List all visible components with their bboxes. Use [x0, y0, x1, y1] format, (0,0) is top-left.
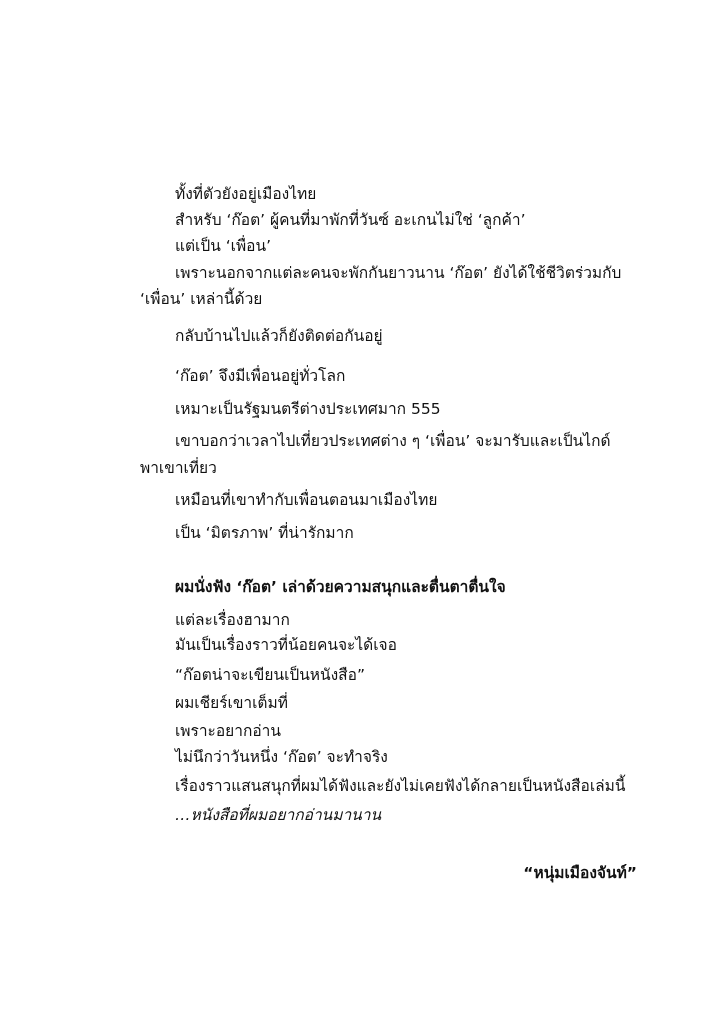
text-line: แต่ละเรื่องฮามาก — [175, 611, 290, 629]
text-line: เพราะอยากอ่าน — [175, 722, 281, 740]
text-line: กลับบ้านไปแล้วก็ยังติดต่อกันอยู่ — [175, 327, 383, 345]
text-line: ผมเชียร์เขาเต็มที่ — [175, 694, 288, 712]
author-signature: “หนุ่มเมืองจันท์” — [523, 864, 637, 882]
text-line: มันเป็นเรื่องราวที่น้อยคนจะได้เจอ — [175, 636, 397, 654]
text-line: สำหรับ ‘ก๊อต’ ผู้คนที่มาพักที่วันซ์ อะเกนไม่ใช่ ‘ลูกค้า’ — [175, 211, 526, 229]
text-line-bold: ผมนั่งฟัง ‘ก๊อต’ เล่าด้วยความสนุกและตื่นตาตื่นใจ — [175, 578, 506, 596]
text-line-italic: …หนังสือที่ผมอยากอ่านมานาน — [175, 806, 382, 824]
text-line: ไม่นึกว่าวันหนึ่ง ‘ก๊อต’ จะทำจริง — [175, 748, 388, 766]
text-line: เพราะนอกจากแต่ละคนจะพักกันยาวนาน ‘ก๊อต’ ยังได้ใช้ชีวิตร่วมกับ — [175, 264, 622, 282]
text-line: ‘เพื่อน’ เหล่านี้ด้วย — [140, 290, 263, 308]
text-line: เขาบอกว่าเวลาไปเที่ยวประเทศต่าง ๆ ‘เพื่อน’ จะมารับและเป็นไกด์ — [175, 432, 611, 450]
text-line: แต่เป็น ‘เพื่อน’ — [175, 237, 271, 255]
text-line: ‘ก๊อต’ จึงมีเพื่อนอยู่ทั่วโลก — [175, 367, 346, 385]
text-line: เรื่องราวแสนสนุกที่ผมได้ฟังและยังไม่เคยฟังได้กลายเป็นหนังสือเล่มนี้ — [175, 777, 626, 795]
text-line: ทั้งที่ตัวยังอยู่เมืองไทย — [175, 185, 317, 203]
text-line: เหมือนที่เขาทำกับเพื่อนตอนมาเมืองไทย — [175, 491, 438, 509]
text-line: เหมาะเป็นรัฐมนตรีต่างประเทศมาก 555 — [175, 400, 441, 418]
text-line: เป็น ‘มิตรภาพ’ ที่น่ารักมาก — [175, 524, 354, 542]
text-line: “ก๊อตน่าจะเขียนเป็นหนังสือ” — [175, 666, 365, 684]
text-line: พาเขาเที่ยว — [140, 459, 217, 477]
